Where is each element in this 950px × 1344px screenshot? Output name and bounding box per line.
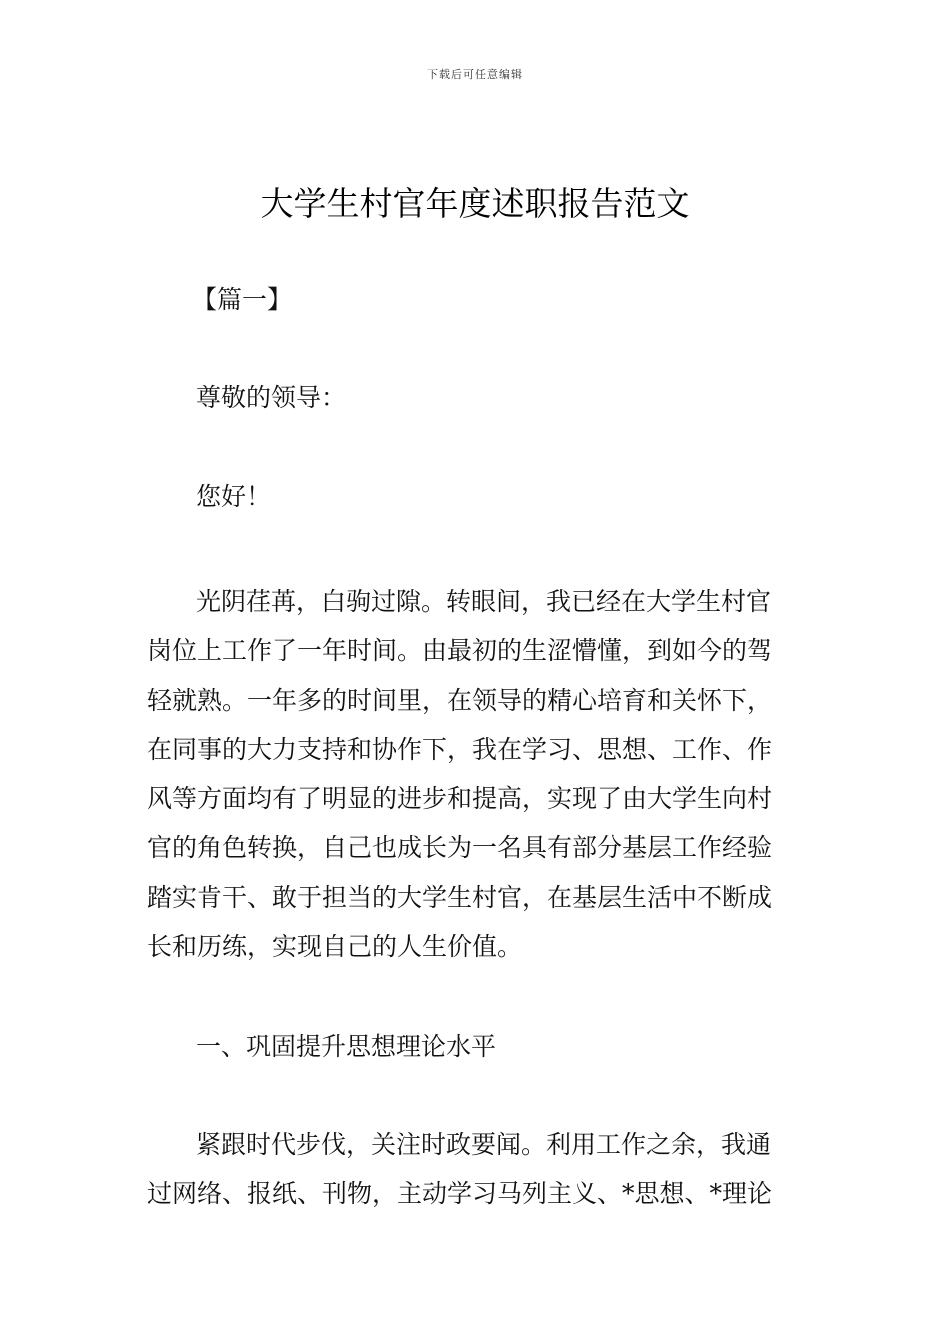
body-paragraph-2 [147, 1120, 807, 1219]
body-paragraph-1 [147, 577, 807, 971]
salutation: 尊敬的领导： [196, 383, 347, 412]
paragraph-line: 过网络、报纸、刊物，主动学习马列主义、*思想、*理论 [147, 1179, 773, 1209]
paragraph-line: 岗位上工作了一年时间。由最初的生涩懵懂，到如今的驾 [147, 636, 773, 666]
paragraph-line: 轻就熟。一年多的时间里，在领导的精心培育和关怀下， [147, 685, 773, 715]
paragraph-line: 踏实肯干、敢于担当的大学生村官，在基层生活中不断成 [147, 882, 773, 912]
paragraph-line: 在同事的大力支持和协作下，我在学习、思想、工作、作 [147, 734, 773, 764]
section-heading-1: 一、巩固提升思想理论水平 [196, 1032, 497, 1061]
paragraph-line: 长和历练，实现自己的人生价值。 [147, 932, 523, 962]
paragraph-line: 官的角色转换，自己也成长为一名具有部分基层工作经验 [147, 833, 773, 863]
greeting: 您好！ [196, 482, 272, 511]
paragraph-line: 风等方面均有了明显的进步和提高，实现了由大学生向村 [147, 784, 773, 814]
paragraph-line: 紧跟时代步伐，关注时政要闻。利用工作之余，我通 [196, 1130, 772, 1159]
header-note: 下载后可任意编辑 [427, 68, 523, 81]
paragraph-line: 光阴荏苒，白驹过隙。转眼间，我已经在大学生村官 [196, 587, 772, 616]
document-title: 大学生村官年度述职报告范文 [260, 184, 690, 223]
section-label: 【篇一】 [192, 285, 293, 314]
